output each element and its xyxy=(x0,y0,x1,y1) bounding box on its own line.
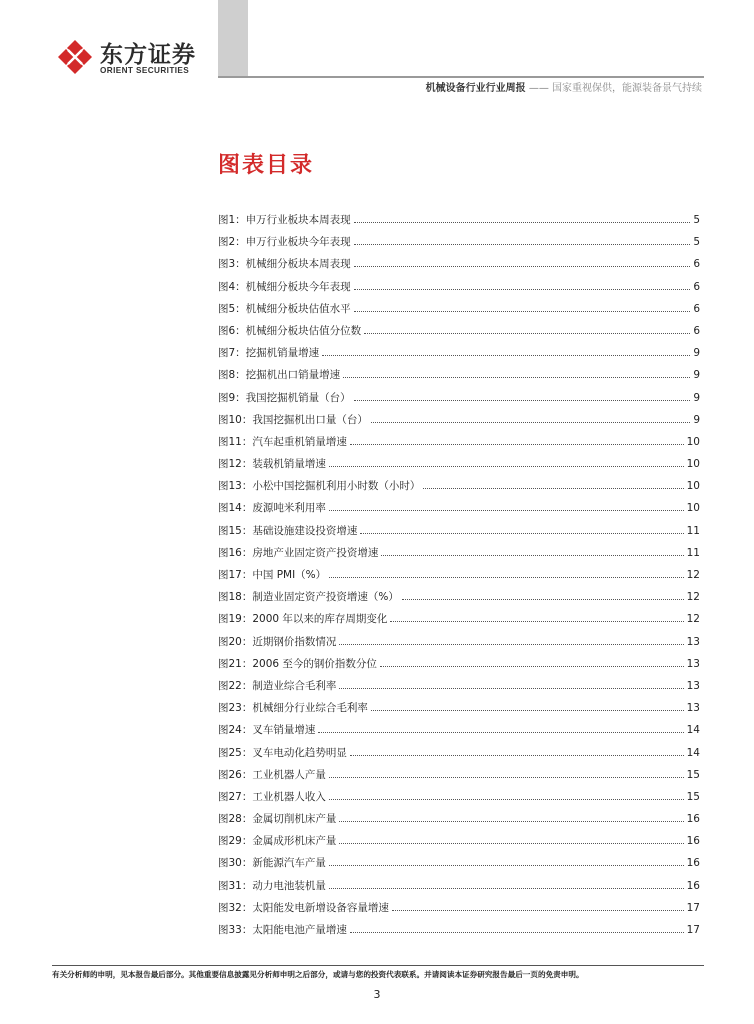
toc-entry-label: 图7：挖掘机销量增速 xyxy=(218,347,320,360)
toc-leader-dots xyxy=(380,665,684,667)
toc-leader-dots xyxy=(350,443,684,445)
toc-leader-dots xyxy=(371,709,684,711)
toc-leader-dots xyxy=(329,798,684,800)
toc-leader-dots xyxy=(354,243,691,245)
toc-entry-page: 16 xyxy=(686,835,700,848)
toc-entry-page: 13 xyxy=(686,635,700,648)
toc-entry-page: 17 xyxy=(686,901,700,914)
toc-entry-label: 图16：房地产业固定资产投资增速 xyxy=(218,546,379,559)
toc-entry[interactable] xyxy=(218,390,700,412)
toc-entry-page: 10 xyxy=(686,502,700,515)
toc-entry-page: 13 xyxy=(686,702,700,715)
toc-entry[interactable] xyxy=(218,434,700,456)
toc-entry[interactable] xyxy=(218,611,700,633)
toc-entry-label: 图25：叉车电动化趋势明显 xyxy=(218,746,347,759)
toc-leader-dots xyxy=(390,620,683,622)
toc-leader-dots xyxy=(354,399,691,401)
toc-entry-label: 图18：制造业固定资产投资增速（%） xyxy=(218,591,399,604)
toc-leader-dots xyxy=(371,421,690,423)
toc-leader-dots xyxy=(364,332,690,334)
toc-entry-page: 9 xyxy=(693,391,700,404)
toc-entry-label: 图30：新能源汽车产量 xyxy=(218,857,326,870)
toc-entry[interactable] xyxy=(218,634,700,656)
logo-chinese-name: 东方证券 xyxy=(100,42,196,68)
toc-leader-dots xyxy=(354,265,691,267)
toc-entry[interactable] xyxy=(218,367,700,389)
toc-entry[interactable] xyxy=(218,279,700,301)
toc-entry-page: 6 xyxy=(693,324,700,337)
toc-entry-label: 图24：叉车销量增速 xyxy=(218,724,316,737)
toc-leader-dots xyxy=(322,354,690,356)
toc-entry-page: 14 xyxy=(686,724,700,737)
header-gray-band xyxy=(218,0,248,76)
toc-entry-label: 图23：机械细分行业综合毛利率 xyxy=(218,702,368,715)
toc-entry-page: 16 xyxy=(686,879,700,892)
toc-leader-dots xyxy=(423,487,683,489)
table-of-figures xyxy=(218,212,700,944)
toc-entry-label: 图8：挖掘机出口销量增速 xyxy=(218,369,341,382)
toc-entry-label: 图21：2006 至今的钢价指数分位 xyxy=(218,657,377,670)
toc-entry[interactable] xyxy=(218,589,700,611)
page-number: 3 xyxy=(373,988,381,1001)
toc-entry[interactable] xyxy=(218,656,700,678)
toc-entry-page: 13 xyxy=(686,657,700,670)
toc-entry[interactable] xyxy=(218,456,700,478)
toc-entry-page: 6 xyxy=(693,302,700,315)
toc-entry-label: 图33：太阳能电池产量增速 xyxy=(218,924,347,936)
toc-entry-page: 12 xyxy=(686,569,700,581)
toc-leader-dots xyxy=(354,221,691,223)
toc-entry[interactable] xyxy=(218,212,700,234)
toc-entry[interactable] xyxy=(218,678,700,700)
toc-entry[interactable] xyxy=(218,567,700,589)
toc-entry-label: 图13：小松中国挖掘机利用小时数（小时） xyxy=(218,480,421,493)
toc-leader-dots xyxy=(350,754,684,756)
toc-leader-dots xyxy=(329,864,684,866)
toc-entry-page: 9 xyxy=(693,369,700,382)
disclaimer-text: 有关分析师的申明，见本报告最后部分。其他重要信息披露见分析师申明之后部分，或请与您的投资代表联系。并请阅读本证券研究报告最后一页的免责申明。 xyxy=(52,970,584,979)
toc-entry[interactable] xyxy=(218,523,700,545)
toc-leader-dots xyxy=(350,931,684,933)
toc-entry-page: 6 xyxy=(693,280,700,293)
toc-entry[interactable] xyxy=(218,301,700,323)
toc-entry[interactable] xyxy=(218,478,700,500)
report-header xyxy=(426,79,702,94)
toc-entry[interactable] xyxy=(218,722,700,744)
footer-divider xyxy=(52,965,704,966)
toc-entry-page: 15 xyxy=(686,768,700,781)
toc-entry-label: 图28：金属切削机床产量 xyxy=(218,813,337,826)
toc-entry[interactable] xyxy=(218,833,700,855)
toc-entry[interactable] xyxy=(218,500,700,522)
toc-entry[interactable] xyxy=(218,878,700,900)
toc-entry-page: 10 xyxy=(686,435,700,448)
toc-entry-label: 图6：机械细分板块估值分位数 xyxy=(218,324,362,337)
toc-entry-label: 图32：太阳能发电新增设备容量增速 xyxy=(218,901,389,914)
report-subtitle: 国家重视保供，能源装备景气持续 xyxy=(552,83,702,94)
toc-entry-page: 11 xyxy=(686,546,700,559)
toc-entry[interactable] xyxy=(218,256,700,278)
toc-entry-label: 图11：汽车起重机销量增速 xyxy=(218,435,347,448)
report-title: 机械设备行业行业周报 xyxy=(425,83,526,94)
toc-entry[interactable] xyxy=(218,700,700,722)
header-divider xyxy=(218,76,704,78)
toc-leader-dots xyxy=(339,643,683,645)
toc-entry[interactable] xyxy=(218,234,700,256)
toc-title: 图表目录 xyxy=(218,153,315,178)
toc-entry-label: 图20：近期钢价指数情况 xyxy=(218,635,337,648)
toc-entry-page: 12 xyxy=(686,613,700,626)
toc-entry-label: 图27：工业机器人收入 xyxy=(218,790,326,803)
toc-entry-page: 5 xyxy=(693,214,700,226)
toc-leader-dots xyxy=(329,887,684,889)
toc-entry[interactable] xyxy=(218,789,700,811)
logo-english-name: ORIENT SECURITIES xyxy=(100,66,190,75)
toc-leader-dots xyxy=(354,310,691,312)
toc-entry-page: 14 xyxy=(686,746,700,759)
toc-entry-page: 15 xyxy=(686,790,700,803)
toc-entry-page: 16 xyxy=(686,813,700,826)
toc-leader-dots xyxy=(343,376,690,378)
toc-entry[interactable] xyxy=(218,855,700,877)
company-logo xyxy=(56,36,216,80)
toc-entry-label: 图26：工业机器人产量 xyxy=(218,768,326,781)
header-dash: —— xyxy=(525,83,552,94)
toc-leader-dots xyxy=(354,288,691,290)
toc-entry-label: 图3：机械细分板块本周表现 xyxy=(218,258,351,271)
toc-entry-page: 12 xyxy=(686,591,700,604)
toc-entry[interactable] xyxy=(218,412,700,434)
toc-leader-dots xyxy=(402,598,684,600)
toc-leader-dots xyxy=(329,576,683,578)
toc-entry-label: 图14：废源吨米利用率 xyxy=(218,502,326,515)
toc-entry[interactable] xyxy=(218,745,700,767)
toc-entry-label: 图31：动力电池装机量 xyxy=(218,879,326,892)
toc-entry-page: 9 xyxy=(693,413,700,426)
toc-entry[interactable] xyxy=(218,345,700,367)
toc-entry-label: 图4：机械细分板块今年表现 xyxy=(218,280,351,293)
toc-entry-page: 5 xyxy=(693,236,700,249)
logo-mark-icon xyxy=(56,38,94,76)
toc-entry-label: 图19：2000 年以来的库存周期变化 xyxy=(218,613,388,626)
toc-entry-page: 6 xyxy=(693,258,700,271)
toc-entry-label: 图1：申万行业板块本周表现 xyxy=(218,214,351,226)
toc-entry-page: 13 xyxy=(686,679,700,692)
toc-entry[interactable] xyxy=(218,323,700,345)
toc-leader-dots xyxy=(381,554,683,556)
toc-entry[interactable] xyxy=(218,922,700,944)
toc-leader-dots xyxy=(339,842,683,844)
toc-entry-page: 11 xyxy=(686,524,700,537)
toc-entry-label: 图9：我国挖掘机销量（台） xyxy=(218,391,351,404)
toc-leader-dots xyxy=(329,509,684,511)
toc-entry-label: 图29：金属成形机床产量 xyxy=(218,835,337,848)
toc-leader-dots xyxy=(339,820,683,822)
toc-entry[interactable] xyxy=(218,900,700,922)
toc-entry-label: 图15：基础设施建设投资增速 xyxy=(218,524,358,537)
toc-entry-label: 图12：装载机销量增速 xyxy=(218,458,326,471)
toc-entry-page: 17 xyxy=(686,924,700,936)
toc-entry-page: 9 xyxy=(693,347,700,360)
toc-leader-dots xyxy=(360,532,683,534)
toc-entry[interactable] xyxy=(218,545,700,567)
toc-entry-page: 10 xyxy=(686,458,700,471)
toc-entry-page: 16 xyxy=(686,857,700,870)
toc-entry-label: 图10：我国挖掘机出口量（台） xyxy=(218,413,368,426)
toc-leader-dots xyxy=(329,465,684,467)
toc-entry-page: 10 xyxy=(686,480,700,493)
toc-entry[interactable] xyxy=(218,767,700,789)
toc-entry-label: 图2：申万行业板块今年表现 xyxy=(218,236,351,249)
toc-entry-label: 图22：制造业综合毛利率 xyxy=(218,679,337,692)
toc-entry-label: 图5：机械细分板块估值水平 xyxy=(218,302,351,315)
toc-leader-dots xyxy=(339,687,683,689)
toc-leader-dots xyxy=(318,731,683,733)
toc-entry[interactable] xyxy=(218,811,700,833)
toc-entry-label: 图17：中国 PMI（%） xyxy=(218,569,327,581)
toc-leader-dots xyxy=(329,776,684,778)
toc-leader-dots xyxy=(392,909,684,911)
